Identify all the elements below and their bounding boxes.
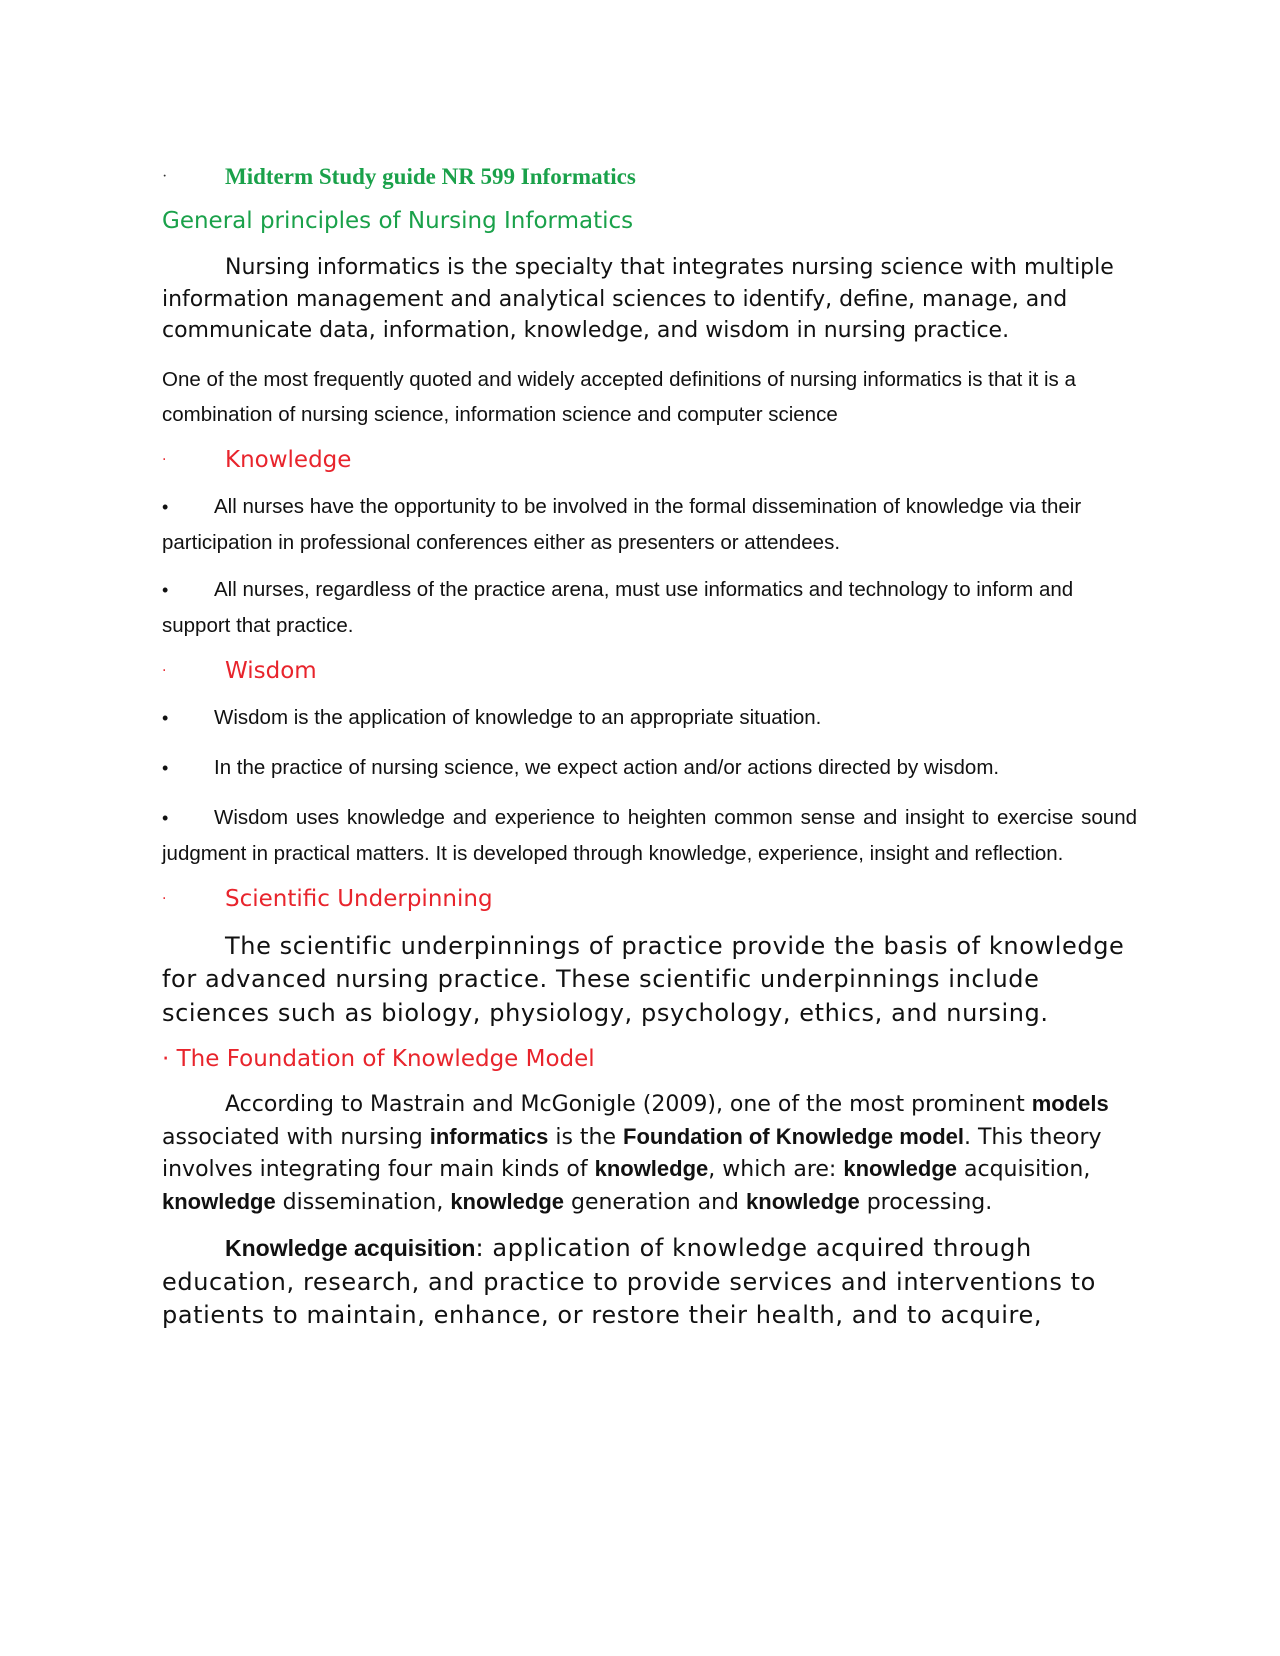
- list-item: [162, 572, 1137, 643]
- text-run: According to Mastrain and McGonigle (2009), one of the most prominent: [225, 1092, 1032, 1117]
- paragraph-knowledge-acquisition: [162, 1232, 1137, 1333]
- list-bullet: •: [162, 757, 169, 778]
- document-title: Midterm Study guide NR 599 Informatics: [225, 164, 636, 189]
- bold-run: informatics: [429, 1123, 549, 1149]
- heading-general-principles: General principles of Nursing Informatics: [162, 208, 634, 234]
- text-run: . This theory involves integrating four main kinds of: [162, 1124, 1102, 1182]
- list-bullet: •: [162, 579, 169, 600]
- section-bullet: ·: [162, 451, 167, 468]
- bold-run: knowledge: [450, 1188, 564, 1214]
- list-item-text: All nurses have the opportunity to be involved in the formal dissemination of knowledge via their participation in professional conferences either as presenters or attendees.: [162, 494, 1082, 554]
- text-run: processing.: [859, 1189, 993, 1215]
- text-run: generation and: [564, 1189, 747, 1215]
- list-bullet: •: [162, 496, 169, 517]
- list-item-text: In the practice of nursing science, we expect action and/or actions directed by wisdom.: [214, 755, 1000, 779]
- text-run: is the: [548, 1124, 624, 1150]
- list-item: [162, 750, 1137, 786]
- bold-run: knowledge: [843, 1156, 958, 1181]
- bold-run: knowledge: [594, 1156, 709, 1181]
- paragraph-definition: Nursing informatics is the specialty that integrates nursing science with multiple information management and analytical sciences to identify, define, manage, and communicate data, information, knowledge, and wisdom in nursing practice.: [162, 255, 1114, 343]
- text-run: , which are:: [708, 1157, 844, 1182]
- text-run: associated with nursing: [162, 1124, 430, 1150]
- list-bullet: •: [162, 707, 169, 728]
- list-item: [162, 800, 1137, 871]
- bold-run: Foundation of Knowledge model: [623, 1123, 964, 1149]
- text-run: acquisition,: [957, 1157, 1091, 1182]
- list-item: [162, 489, 1137, 560]
- paragraph-foundation: [162, 1088, 1137, 1218]
- bold-run: knowledge: [162, 1188, 276, 1214]
- list-item: [162, 700, 1137, 736]
- paragraph-quoted-definition: One of the most frequently quoted and widely accepted definitions of nursing informatics is that it is a combination of nursing science, information science and computer science: [162, 367, 1076, 426]
- section-bullet: ·: [162, 890, 167, 907]
- paragraph-scientific: The scientific underpinnings of practice provide the basis of knowledge for advanced nursing practice. These scientific underpinnings include sciences such as biology, physiology, psychology, ethics, and nursing.: [162, 931, 1125, 1027]
- document-page: [162, 160, 1137, 1333]
- bold-run: knowledge: [746, 1188, 860, 1214]
- bold-run: models: [1031, 1091, 1109, 1116]
- knowledge-acquisition-text: : application of knowledge acquired through education, research, and practice to provide services and interventions to patients to maintain, enhance, or restore their health, and to acquire,: [162, 1234, 1096, 1329]
- heading-foundation-model: · The Foundation of Knowledge Model: [162, 1046, 595, 1072]
- heading-scientific-text: Scientific Underpinning: [225, 885, 493, 912]
- heading-scientific-underpinning: [162, 882, 1137, 916]
- text-run: dissemination,: [275, 1189, 451, 1215]
- document-title-line: [162, 160, 1137, 194]
- list-item-text: Wisdom is the application of knowledge to an appropriate situation.: [214, 705, 822, 729]
- heading-knowledge-text: Knowledge: [225, 446, 352, 473]
- knowledge-acquisition-label: Knowledge acquisition: [225, 1235, 476, 1261]
- section-bullet: ·: [162, 662, 167, 679]
- heading-wisdom-text: Wisdom: [225, 657, 317, 684]
- list-bullet: •: [162, 807, 169, 828]
- list-item-text: Wisdom uses knowledge and experience to heighten common sense and insight to exercise sound judgment in practical matters. It is developed through knowledge, experience, insight and reflection.: [162, 805, 1137, 865]
- title-bullet: ·: [162, 168, 168, 185]
- heading-knowledge: [162, 443, 1137, 477]
- heading-wisdom: [162, 654, 1137, 688]
- list-item-text: All nurses, regardless of the practice arena, must use informatics and technology to inform and support that practice.: [162, 577, 1074, 637]
